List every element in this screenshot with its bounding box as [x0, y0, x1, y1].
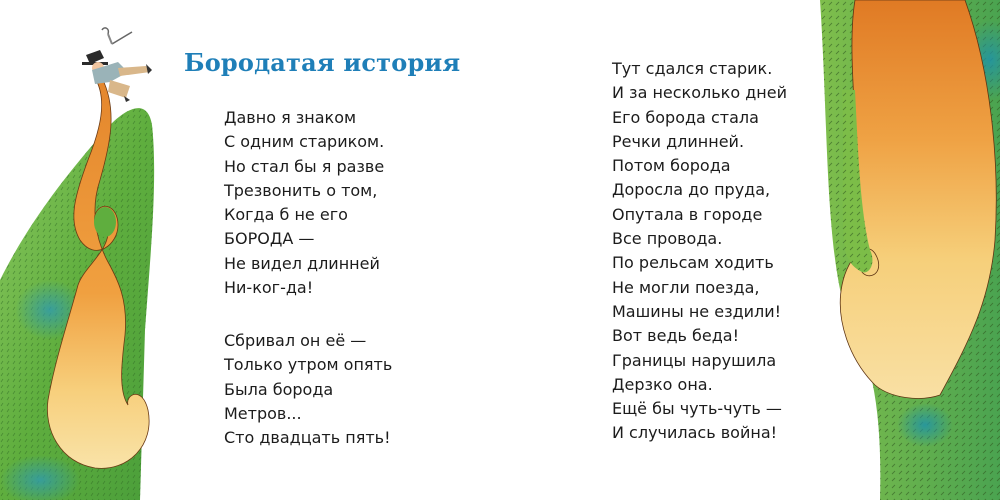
poem-line: БОРОДА —: [224, 229, 315, 249]
poem-line: Тут сдался старик.: [612, 59, 773, 78]
poem-line: Его борода стала: [612, 107, 759, 127]
poem-line: Дерзко она.: [612, 374, 713, 394]
poem-line: Ещё бы чуть-чуть —: [612, 399, 782, 419]
poem-line: Вот ведь беда!: [612, 326, 740, 346]
poem-line: Но стал бы я разве: [224, 156, 385, 176]
poem-line: И случилась война!: [612, 423, 778, 443]
poem-line: Сто двадцать пять!: [224, 428, 391, 448]
beard-closeup-illustration: [800, 0, 1000, 500]
poem-line: И за несколько дней: [612, 83, 787, 103]
old-man-beard-illustration: [0, 0, 200, 500]
poem-line: Метров...: [224, 403, 302, 423]
poem-line: Доросла до пруда,: [612, 180, 771, 200]
old-man-figure: [82, 28, 152, 102]
poem-line: Только утром опять: [224, 355, 393, 375]
poem-line: Не могли поезда,: [612, 277, 760, 297]
poem-line: Ни-ког-да!: [224, 278, 314, 298]
poem-line: По рельсам ходить: [612, 253, 774, 273]
poem-line: Машины не ездили!: [612, 301, 782, 321]
poem-line: Давно я знаком: [224, 108, 357, 127]
poem-line: Речки длинней.: [612, 131, 745, 151]
poem-line: Была борода: [224, 379, 334, 399]
poem-line: Опутала в городе: [612, 204, 763, 224]
poem-line: Не видел длинней: [224, 253, 380, 273]
poem-line: Когда б не его: [224, 205, 348, 225]
poem-line: Все провода.: [612, 229, 723, 249]
poem-title: Бородатая история: [184, 48, 461, 77]
poem-line: С одним стариком.: [224, 132, 385, 152]
stanza-2: [224, 329, 392, 450]
poem-line: Сбривал он её —: [224, 331, 367, 350]
poem-line: Потом борода: [612, 156, 731, 176]
stanza-3: [612, 57, 787, 446]
poem-line: Границы нарушила: [612, 350, 777, 370]
stanza-1: [224, 106, 384, 300]
poem-line: Трезвонить о том,: [224, 180, 378, 200]
